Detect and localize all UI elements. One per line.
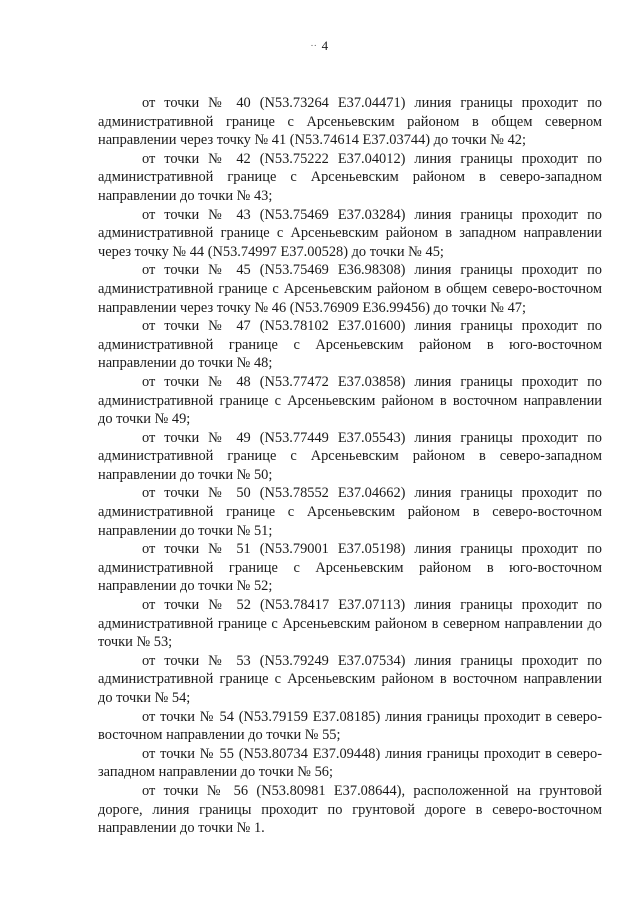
paragraph-point-42: от точки № 42 (N53.75222 E37.04012) линия границы проходит по административной границе с Арсеньевским районом в северо-западном направлении до точки № 43; — [98, 150, 602, 204]
paragraph-point-43: от точки № 43 (N53.75469 E37.03284) линия границы проходит по административной границе с Арсеньевским районом в западном направлении через точку № 44 (N53.74997 E37.00528) до точки № 45; — [98, 206, 602, 260]
paragraph-point-50: от точки № 50 (N53.78552 E37.04662) линия границы проходит по административной границе с Арсеньевским районом в северо-восточном направлении до точки № 51; — [98, 485, 602, 539]
paragraph-point-51: от точки № 51 (N53.79001 E37.05198) линия границы проходит по административной границе с Арсеньевским районом в юго-восточном направлении до точки № 52; — [98, 541, 602, 595]
page-number-value: 4 — [321, 38, 330, 53]
paragraph-point-52: от точки № 52 (N53.78417 E37.07113) линия границы проходит по административной границе с Арсеньевским районом в северном направлении до точки № 53; — [98, 597, 602, 651]
paragraph-point-56: от точки № 56 (N53.80981 E37.08644), расположенной на грунтовой дороге, линия границы проходит по грунтовой дороге в северо-восточном направлении до точки № 1. — [98, 782, 602, 837]
paragraph-point-48: от точки № 48 (N53.77472 E37.03858) линия границы проходит по административной границе с Арсеньевским районом в восточном направлении до точки № 49; — [98, 373, 602, 428]
page-number — [0, 38, 640, 54]
paragraph-point-54: от точки № 54 (N53.79159 E37.08185) линия границы проходит в северо-восточном направлении до точки № 55; — [98, 708, 602, 744]
paragraph-point-55: от точки № 55 (N53.80734 E37.09448) линия границы проходит в северо-западном направлении до точки № 56; — [98, 745, 602, 781]
paragraph-point-40: от точки № 40 (N53.73264 E37.04471) линия границы проходит по административной границе с Арсеньевским районом в общем северном направлении через точку № 41 (N53.74614 E37.03744) до точки № 42; — [98, 95, 602, 149]
paragraph-point-49: от точки № 49 (N53.77449 E37.05543) линия границы проходит по административной границе с Арсеньевским районом в северо-западном направлении до точки № 50; — [98, 429, 602, 483]
paragraph-point-45: от точки № 45 (N53.75469 E36.98308) линия границы проходит по административной границе с Арсеньевским районом в общем северо-восточном направлении через точку № 46 (N53.76909 E36.99456) до точки № 47; — [98, 262, 602, 316]
paragraph-point-53: от точки № 53 (N53.79249 E37.07534) линия границы проходит по административной границе с Арсеньевским районом в восточном направлении до точки № 54; — [98, 652, 602, 706]
page-marks: .. — [310, 38, 318, 48]
document-body — [98, 94, 602, 838]
paragraph-point-47: от точки № 47 (N53.78102 E37.01600) линия границы проходит по административной границе с Арсеньевским районом в юго-восточном направлении до точки № 48; — [98, 318, 602, 372]
